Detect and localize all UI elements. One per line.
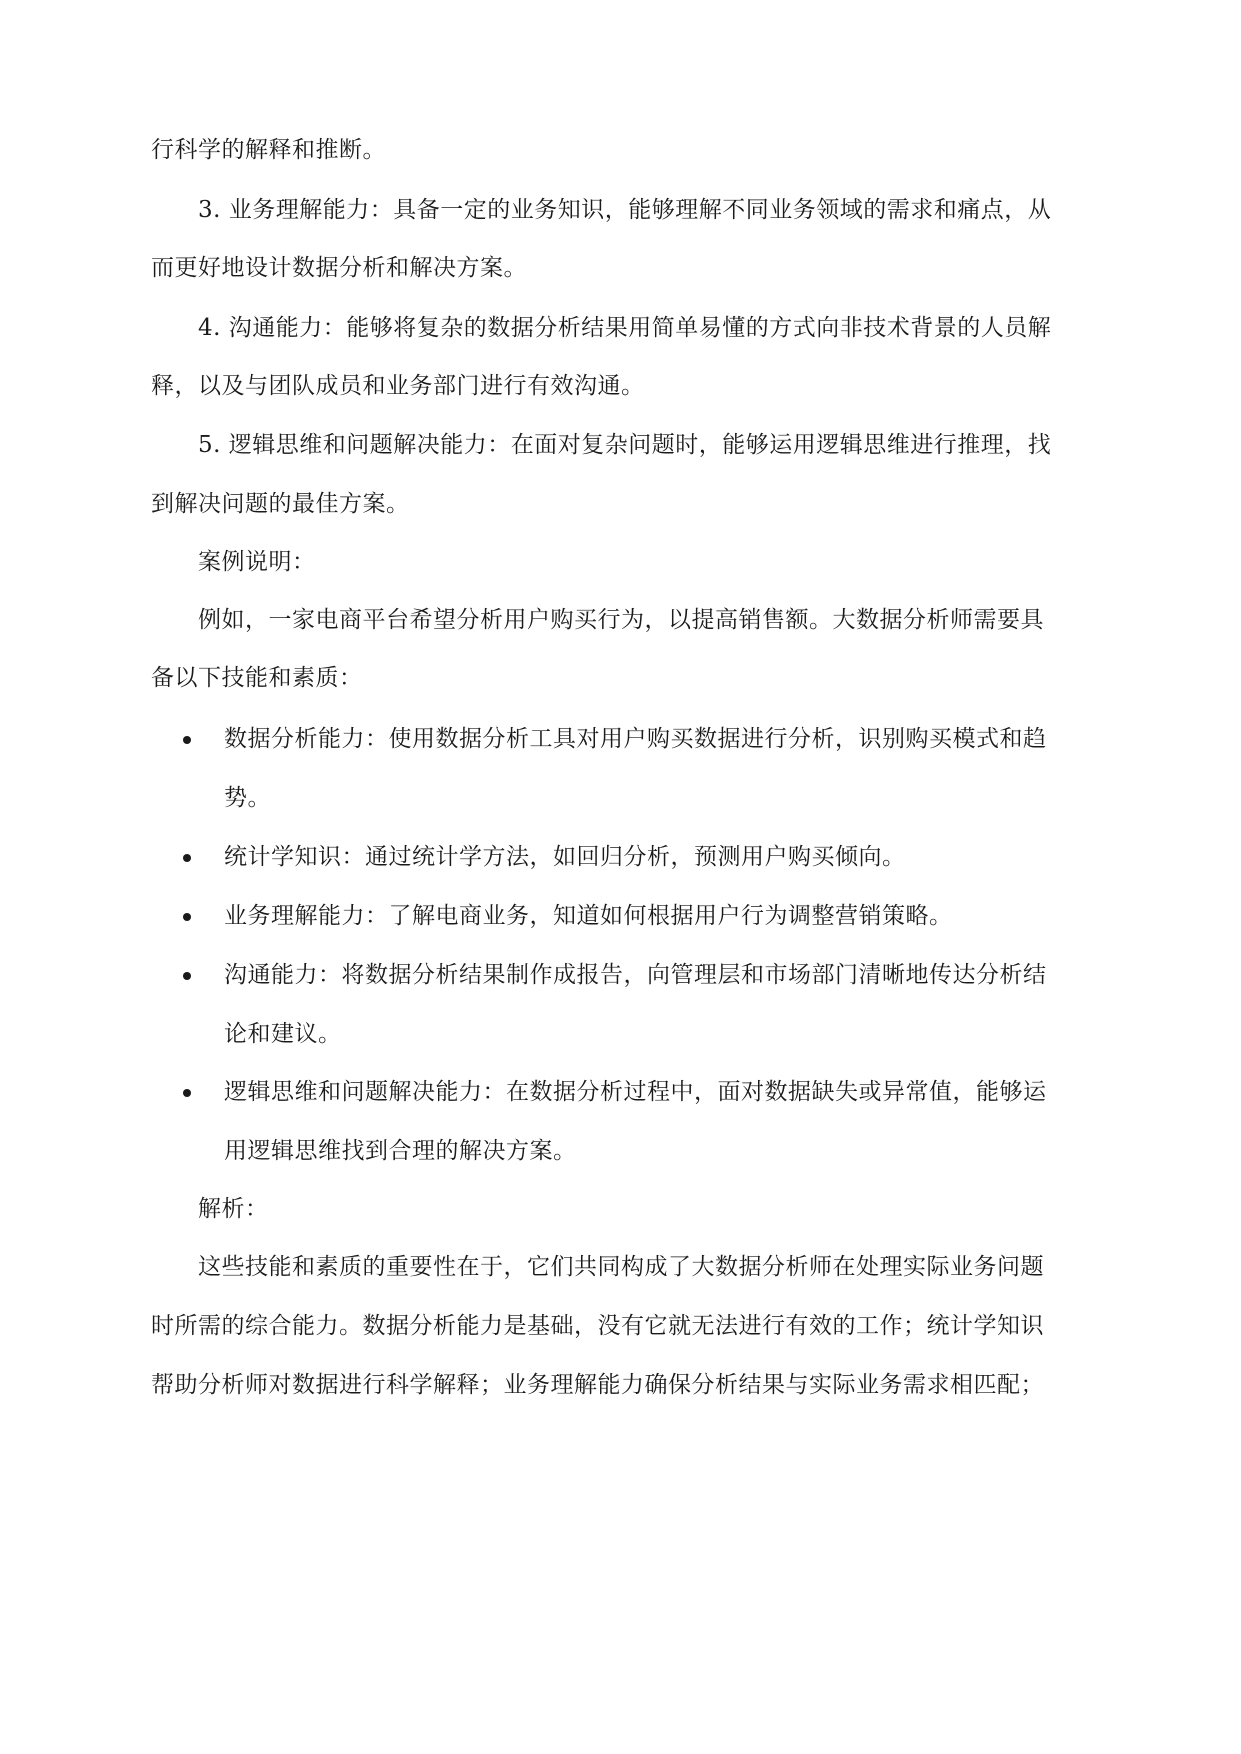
list-item-text: 势。 xyxy=(224,785,271,811)
paragraph-line: 例如，一家电商平台希望分析用户购买行为，以提高销售额。大数据分析师需要具 xyxy=(198,607,1044,633)
bullet-icon xyxy=(183,913,191,921)
paragraph-line: 5. 逻辑思维和问题解决能力：在面对复杂问题时，能够运用逻辑思维进行推理，找 xyxy=(198,432,1052,458)
list-item-text: 数据分析能力：使用数据分析工具对用户购买数据进行分析，识别购买模式和趋 xyxy=(224,726,1047,752)
paragraph-line: 备以下技能和素质： xyxy=(151,665,363,691)
paragraph-line: 这些技能和素质的重要性在于，它们共同构成了大数据分析师在处理实际业务问题 xyxy=(198,1254,1044,1280)
list-item-text: 统计学知识：通过统计学方法，如回归分析，预测用户购买倾向。 xyxy=(224,844,906,870)
list-item-text: 业务理解能力：了解电商业务，知道如何根据用户行为调整营销策略。 xyxy=(224,903,953,929)
analysis-heading: 解析： xyxy=(198,1196,269,1222)
bullet-icon xyxy=(183,1089,191,1097)
bullet-icon xyxy=(183,972,191,980)
list-item-text: 逻辑思维和问题解决能力：在数据分析过程中，面对数据缺失或异常值，能够运 xyxy=(224,1079,1047,1105)
paragraph-line: 到解决问题的最佳方案。 xyxy=(151,491,410,517)
list-item-text: 沟通能力：将数据分析结果制作成报告，向管理层和市场部门清晰地传达分析结 xyxy=(224,962,1047,988)
bullet-icon xyxy=(183,854,191,862)
bullet-icon xyxy=(183,736,191,744)
paragraph-line: 3. 业务理解能力：具备一定的业务知识，能够理解不同业务领域的需求和痛点，从 xyxy=(198,197,1052,223)
paragraph-line: 行科学的解释和推断。 xyxy=(151,137,386,163)
paragraph-line: 4. 沟通能力：能够将复杂的数据分析结果用简单易懂的方式向非技术背景的人员解 xyxy=(198,315,1052,341)
list-item-text: 用逻辑思维找到合理的解决方案。 xyxy=(224,1138,577,1164)
paragraph-line: 帮助分析师对数据进行科学解释；业务理解能力确保分析结果与实际业务需求相匹配； xyxy=(151,1372,1044,1398)
paragraph-line: 时所需的综合能力。数据分析能力是基础，没有它就无法进行有效的工作；统计学知识 xyxy=(151,1313,1044,1339)
case-heading: 案例说明： xyxy=(198,549,316,575)
list-item-text: 论和建议。 xyxy=(224,1021,342,1047)
paragraph-line: 释，以及与团队成员和业务部门进行有效沟通。 xyxy=(151,373,645,399)
paragraph-line: 而更好地设计数据分析和解决方案。 xyxy=(151,255,527,281)
